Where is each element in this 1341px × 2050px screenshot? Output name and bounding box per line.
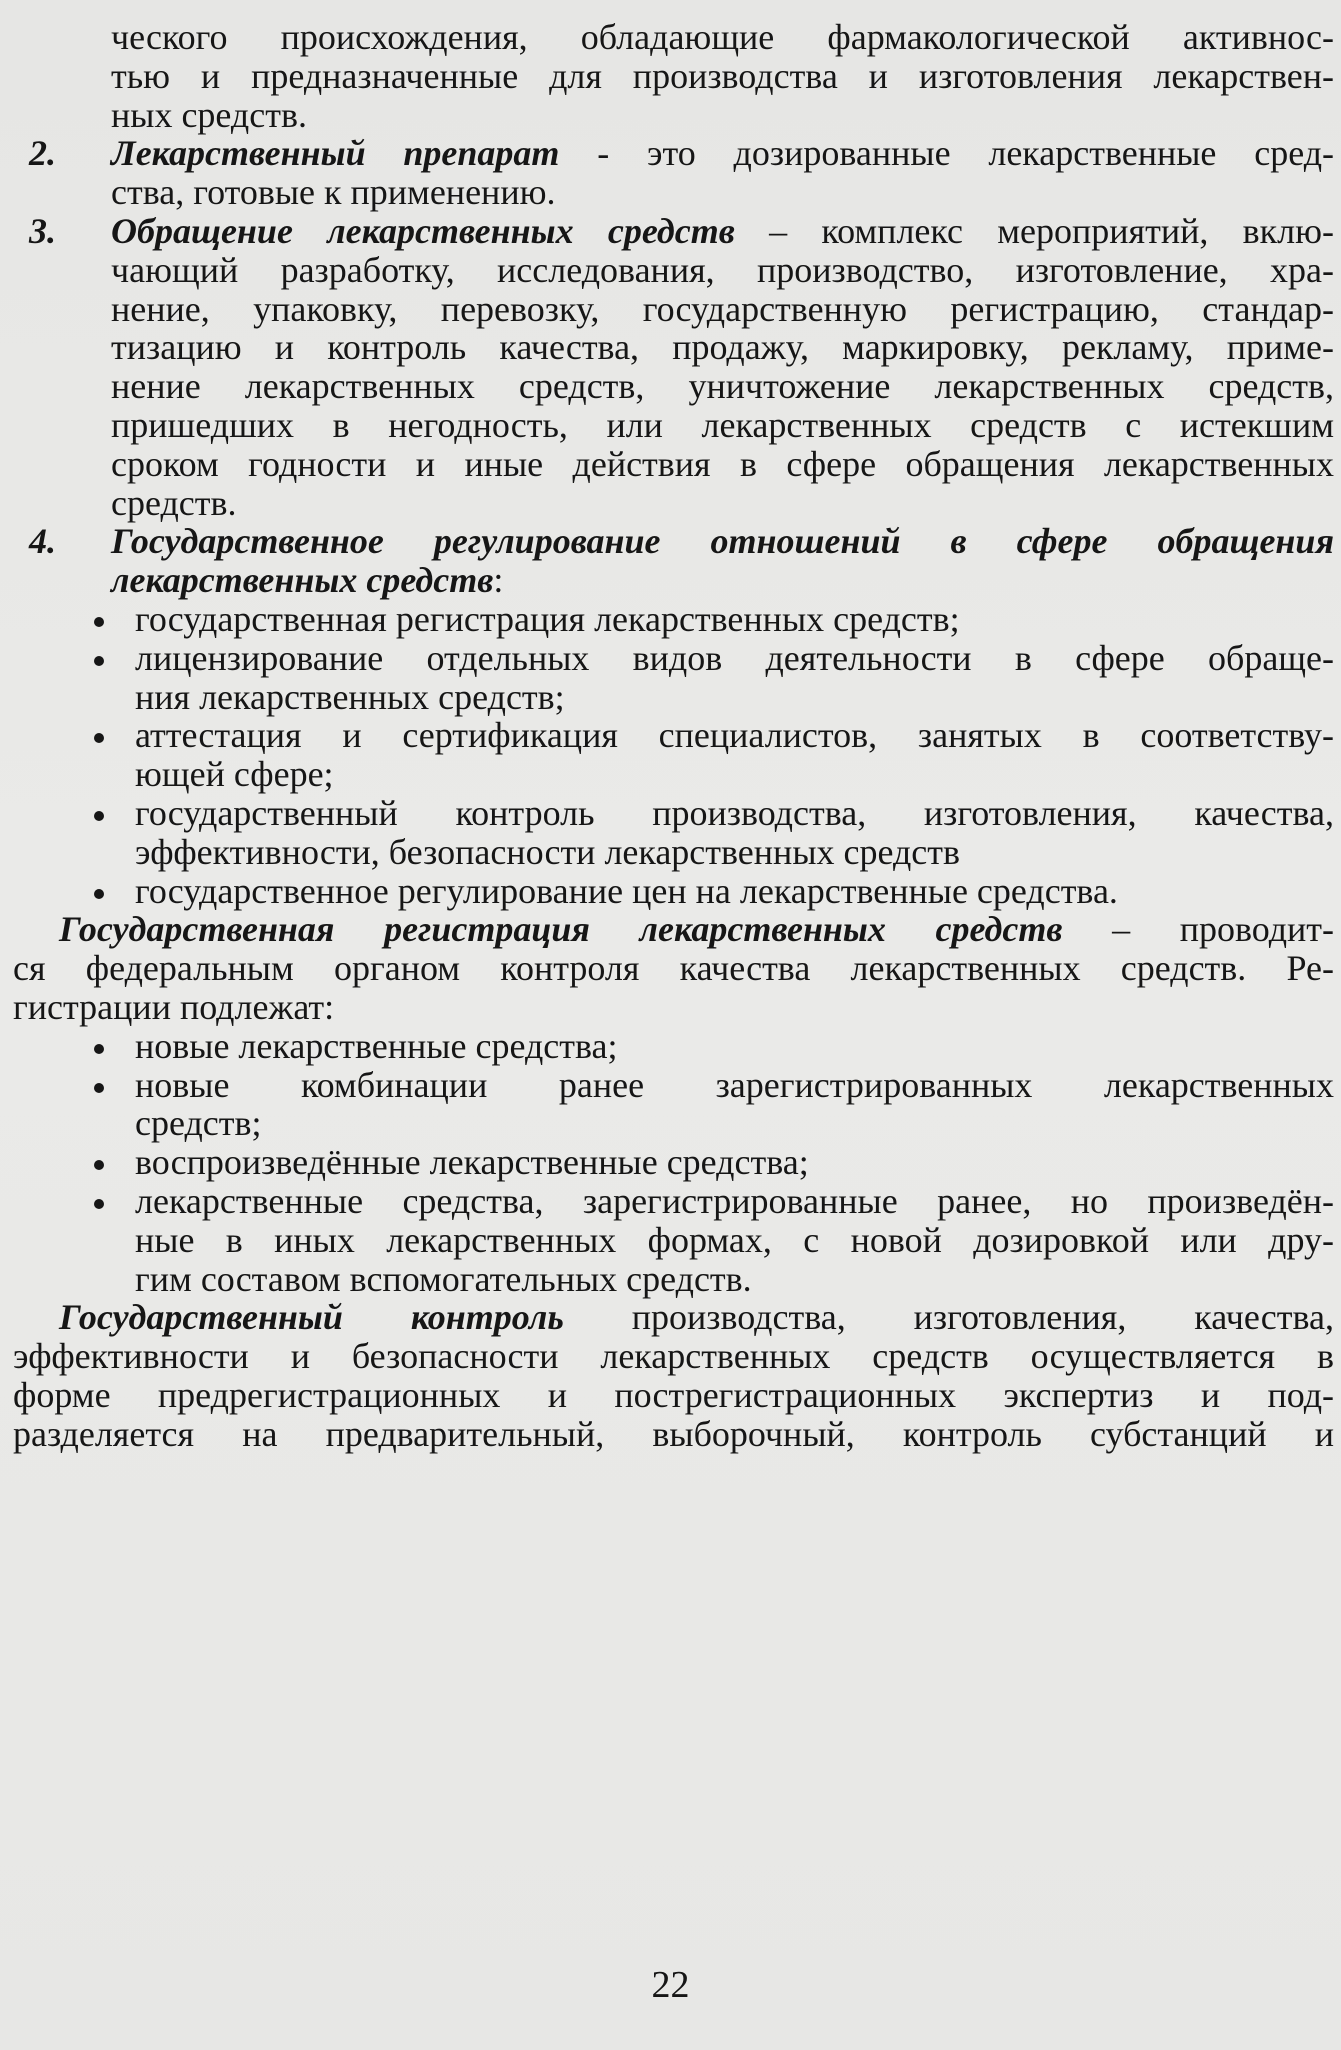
- bullet-icon: [94, 617, 104, 627]
- bullet-icon: [94, 1199, 104, 1209]
- item-line: средств.: [111, 482, 237, 523]
- bullet-icon: [94, 1044, 104, 1054]
- bullet-item: [0, 716, 1341, 755]
- list-item-2: [0, 134, 1341, 173]
- bullet-icon: [94, 1160, 104, 1170]
- bullet-line: гим составом вспомогательных средств.: [135, 1258, 752, 1299]
- item-line: нение, упаковку, перевозку, государственную регистрацию, стандар-: [111, 288, 1334, 329]
- paragraph-line: разделяется на предварительный, выборочный, контроль субстанций и: [13, 1413, 1334, 1454]
- item-line: нение лекарственных средств, уничтожение лекарственных средств,: [111, 366, 1334, 407]
- bullet-text: новые комбинации ранее зарегистрированных лекарственных: [135, 1064, 1334, 1105]
- paragraph-line: ся федеральным органом контроля качества лекарственных средств. Ре-: [13, 948, 1334, 989]
- item-term: Обращение лекарственных средств: [111, 210, 735, 251]
- paragraph-line: форме предрегистрационных и пострегистрационных экспертиз и под-: [13, 1374, 1334, 1415]
- item-line: ства, готовые к применению.: [111, 172, 556, 213]
- item-number: 3.: [29, 210, 56, 251]
- bullet-text: лицензирование отдельных видов деятельности в сфере обраще-: [135, 637, 1334, 678]
- bullet-item: [0, 1027, 1341, 1066]
- item-term: Государственное регулирование отношений в сфере обращения: [111, 521, 1334, 562]
- item-term: Лекарственный препарат: [111, 133, 560, 174]
- item-line: [0, 561, 1341, 600]
- bullet-line: ющей сфере;: [135, 754, 334, 795]
- bullet-text: аттестация и сертификация специалистов, занятых в соответству-: [135, 715, 1334, 756]
- paragraph-line: эффективности и безопасности лекарственных средств осуществляется в: [13, 1336, 1334, 1377]
- bullet-item: [0, 872, 1341, 911]
- bullet-icon: [94, 1083, 104, 1093]
- list-item-3: [0, 212, 1341, 251]
- bullet-line: средств;: [135, 1103, 262, 1144]
- item-text: :: [493, 560, 504, 601]
- item-text: – комплекс мероприятий, вклю-: [734, 210, 1334, 251]
- bullet-text: государственное регулирование цен на лекарственные средства.: [135, 870, 1118, 911]
- page-text: [0, 18, 1341, 1453]
- bullet-item: [0, 1182, 1341, 1221]
- bullet-line: эффективности, безопасности лекарственных средств: [135, 831, 961, 872]
- paragraph-line: гистрации подлежат:: [13, 986, 335, 1027]
- paragraph-text: производства, изготовления, качества,: [563, 1297, 1334, 1338]
- paragraph-term: Государственный контроль: [59, 1297, 564, 1338]
- bullet-text: государственный контроль производства, изготовления, качества,: [135, 792, 1334, 833]
- bullet-text: новые лекарственные средства;: [135, 1025, 618, 1066]
- bullet-item: [0, 1143, 1341, 1182]
- item-line: пришедших в негодность, или лекарственных средств с истекшим: [111, 404, 1334, 445]
- bullet-text: воспроизведённые лекарственные средства;: [135, 1142, 809, 1183]
- bullet-icon: [94, 733, 104, 743]
- list-item-4: [0, 522, 1341, 561]
- intro-line: тью и предназначенные для производства и изготовления лекарствен-: [111, 55, 1334, 96]
- bullet-line: ные в иных лекарственных формах, с новой дозировкой или дру-: [135, 1219, 1334, 1260]
- item-term: лекарственных средств: [111, 560, 494, 601]
- paragraph-text: – проводит-: [1062, 909, 1334, 950]
- bullet-text: государственная регистрация лекарственных средств;: [135, 598, 960, 639]
- item-line: чающий разработку, исследования, производство, изготовление, хра-: [111, 249, 1334, 290]
- item-line: сроком годности и иные действия в сфере обращения лекарственных: [111, 443, 1334, 484]
- registration-paragraph: [0, 910, 1341, 949]
- bullet-item: [0, 639, 1341, 678]
- item-number: 4.: [29, 521, 56, 562]
- bullet-item: [0, 1066, 1341, 1105]
- item-text: - это дозированные лекарственные сред-: [559, 133, 1335, 174]
- item-number: 2.: [29, 133, 56, 174]
- bullet-text: лекарственные средства, зарегистрированные ранее, но произведён-: [135, 1180, 1334, 1221]
- bullet-line: ния лекарственных средств;: [135, 676, 565, 717]
- item-line: тизацию и контроль качества, продажу, маркировку, рекламу, приме-: [111, 327, 1334, 368]
- intro-line: ных средств.: [111, 94, 307, 135]
- bullet-icon: [94, 889, 104, 899]
- bullet-icon: [94, 656, 104, 666]
- bullet-item: [0, 794, 1341, 833]
- page-number: 22: [651, 1964, 690, 2006]
- control-paragraph: [0, 1298, 1341, 1337]
- bullet-icon: [94, 811, 104, 821]
- bullet-item: [0, 600, 1341, 639]
- intro-line: ческого происхождения, обладающие фармакологической активнос-: [111, 17, 1334, 57]
- paragraph-term: Государственная регистрация лекарственных средств: [59, 909, 1063, 950]
